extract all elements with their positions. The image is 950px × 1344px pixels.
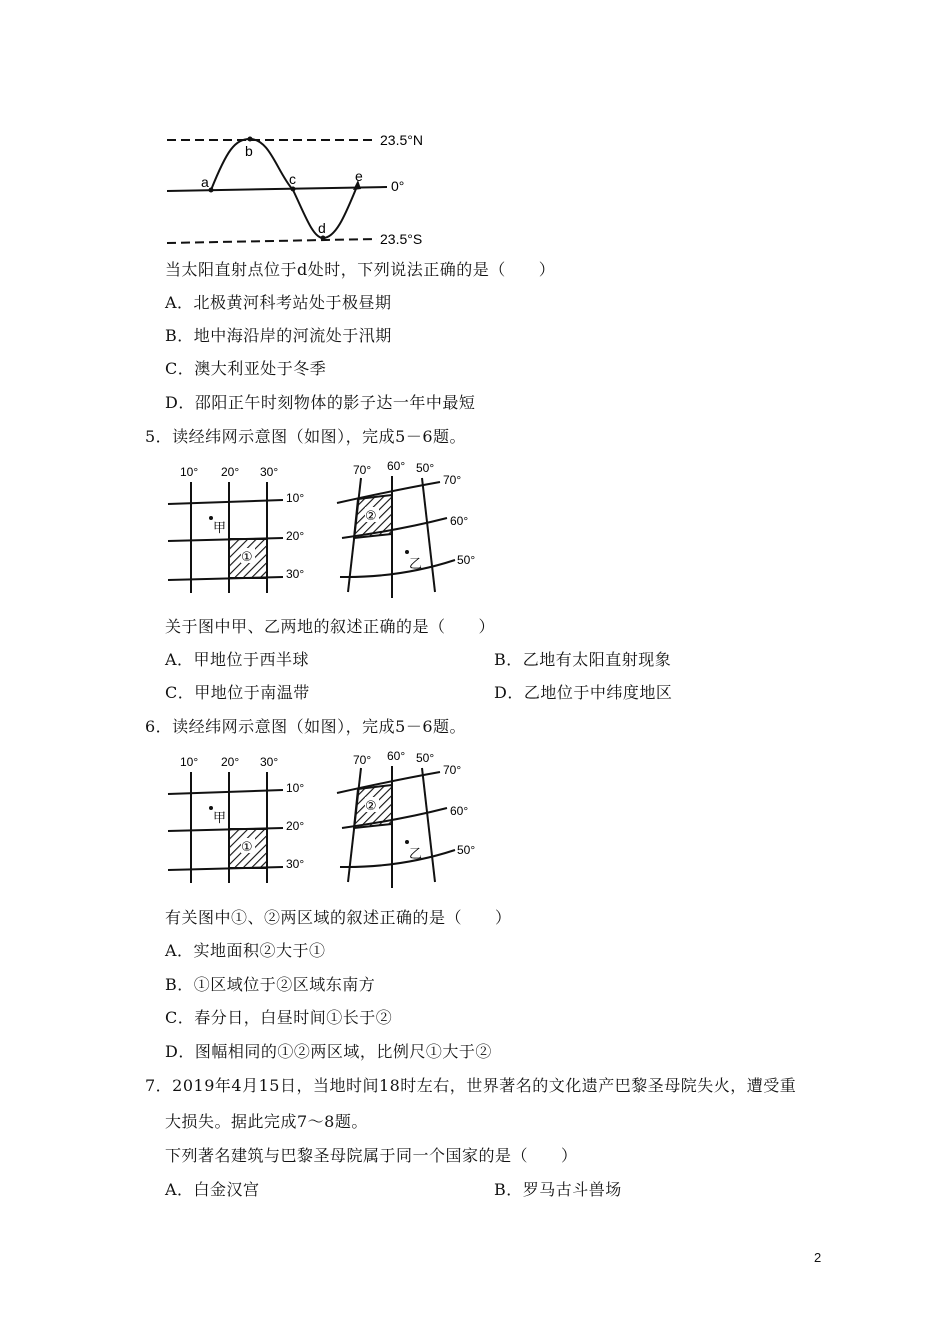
q4-stem: 当太阳直射点位于d处时，下列说法正确的是（ ） <box>165 260 556 279</box>
svg-text:20°: 20° <box>221 755 240 769</box>
q7-intro-line2: 大损失。据此完成7～8题。 <box>165 1112 368 1131</box>
label-23n: 23.5°N <box>380 132 423 148</box>
q4-option-a: A．北极黄河科考站处于极昼期 <box>165 293 392 312</box>
q5-option-a: A．甲地位于西半球 <box>165 650 310 669</box>
svg-text:60°: 60° <box>387 749 406 763</box>
svg-text:②: ② <box>365 798 377 813</box>
svg-text:10°: 10° <box>286 781 305 795</box>
graticule-figure-q5 <box>165 460 485 605</box>
graticule-figure-q6 <box>165 750 485 895</box>
svg-text:50°: 50° <box>457 553 476 567</box>
q4-option-b: B．地中海沿岸的河流处于汛期 <box>165 326 392 345</box>
svg-text:10°: 10° <box>180 755 199 769</box>
svg-text:60°: 60° <box>450 514 469 528</box>
point-a: a <box>201 174 209 190</box>
q7-option-b: B．罗马古斗兽场 <box>494 1180 622 1199</box>
svg-text:30°: 30° <box>260 755 279 769</box>
q5-option-d: D．乙地位于中纬度地区 <box>494 683 673 702</box>
svg-text:20°: 20° <box>221 465 240 479</box>
q6-option-a: A．实地面积②大于① <box>165 941 326 960</box>
tropic-south-line <box>167 239 377 243</box>
q7-option-a: A．白金汉宫 <box>165 1180 260 1199</box>
svg-text:50°: 50° <box>457 843 476 857</box>
svg-text:30°: 30° <box>286 567 305 581</box>
solar-migration-diagram <box>165 120 455 250</box>
svg-text:30°: 30° <box>286 857 305 871</box>
q6-stem: 有关图中①、②两区域的叙述正确的是（ ） <box>165 908 512 927</box>
svg-text:甲: 甲 <box>213 810 227 825</box>
svg-text:70°: 70° <box>443 473 462 487</box>
q6-option-c: C．春分日，白昼时间①长于② <box>165 1008 393 1027</box>
q6-option-b: B．①区域位于②区域东南方 <box>165 975 376 994</box>
q5-stem: 关于图中甲、乙两地的叙述正确的是（ ） <box>165 617 496 636</box>
svg-text:60°: 60° <box>387 459 406 473</box>
point-b: b <box>245 143 253 159</box>
svg-text:乙: 乙 <box>409 846 423 861</box>
q5-option-c: C．甲地位于南温带 <box>165 683 310 702</box>
q6-intro: 6．读经纬网示意图（如图），完成5－6题。 <box>145 717 467 736</box>
q4-option-c: C．澳大利亚处于冬季 <box>165 359 327 378</box>
svg-text:①: ① <box>241 549 253 564</box>
point-e: e <box>355 168 363 184</box>
q5-intro: 5．读经纬网示意图（如图），完成5－6题。 <box>145 427 467 446</box>
svg-text:70°: 70° <box>353 463 372 477</box>
q7-stem: 下列著名建筑与巴黎圣母院属于同一个国家的是（ ） <box>165 1146 578 1165</box>
q7-intro-line1: 7．2019年4月15日，当地时间18时左右，世界著名的文化遗产巴黎圣母院失火，遭受重 <box>145 1076 797 1095</box>
svg-text:70°: 70° <box>443 763 462 777</box>
q5-option-b: B．乙地有太阳直射现象 <box>494 650 672 669</box>
svg-text:乙: 乙 <box>409 556 423 571</box>
svg-text:甲: 甲 <box>213 520 227 535</box>
point-d: d <box>318 220 326 236</box>
svg-text:70°: 70° <box>353 753 372 767</box>
label-0: 0° <box>391 178 405 194</box>
svg-text:60°: 60° <box>450 804 469 818</box>
label-23s: 23.5°S <box>380 231 423 247</box>
svg-text:10°: 10° <box>286 491 305 505</box>
svg-text:①: ① <box>241 839 253 854</box>
svg-text:50°: 50° <box>416 461 435 475</box>
q4-option-d: D．邵阳正午时刻物体的影子达一年中最短 <box>165 393 476 412</box>
svg-text:30°: 30° <box>260 465 279 479</box>
page-number: 2 <box>814 1250 822 1265</box>
point-c: c <box>289 171 296 187</box>
svg-text:50°: 50° <box>416 751 435 765</box>
svg-text:10°: 10° <box>180 465 199 479</box>
q6-option-d: D．图幅相同的①②两区域，比例尺①大于② <box>165 1042 492 1061</box>
svg-text:②: ② <box>365 508 377 523</box>
svg-text:20°: 20° <box>286 529 305 543</box>
svg-text:20°: 20° <box>286 819 305 833</box>
